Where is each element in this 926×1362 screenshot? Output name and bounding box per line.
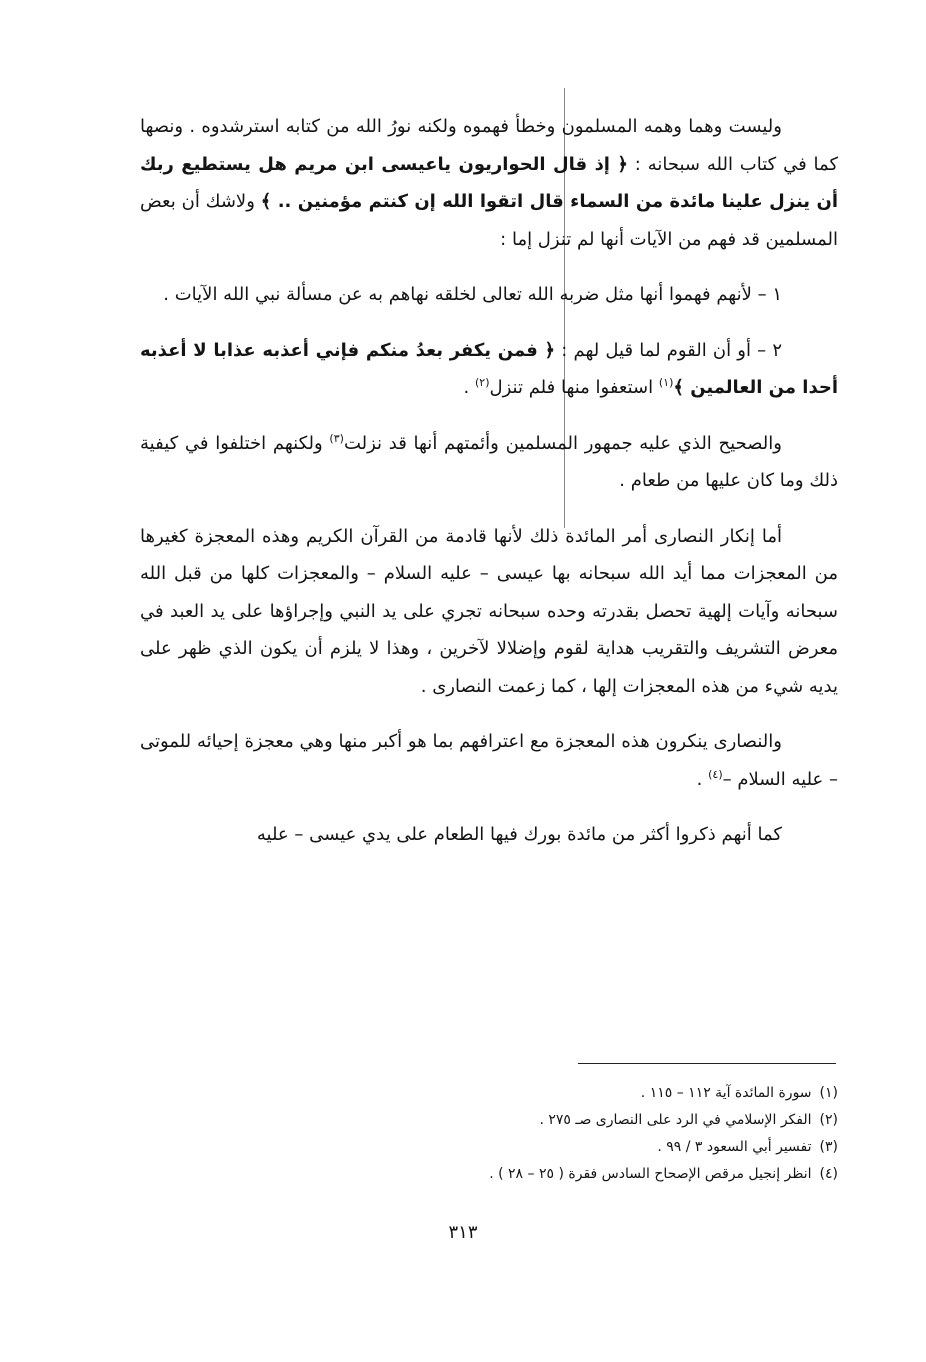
footnote-item [300, 1134, 838, 1161]
paragraph-2 [140, 276, 838, 314]
paragraph-4-text-end: ولكنهم اختلفوا في كيفية ذلك وما كان عليها من طعام . [140, 432, 838, 491]
footnote-number: (٢) [819, 1112, 838, 1128]
paragraph-7 [140, 816, 838, 854]
paragraph-6-text: والنصارى ينكرون هذه المعجزة مع اعترافهم بما هو أكبر منها وهي معجزة إحيائه للموتى – عليه السلام – [140, 731, 838, 790]
footnote-item [300, 1161, 838, 1188]
paragraph-7-text: كما أنهم ذكروا أكثر من مائدة بورك فيها الطعام على يدي عيسى – عليه [256, 824, 782, 845]
footnote-item [300, 1080, 838, 1107]
paragraph-6 [140, 723, 838, 798]
paragraph-2-text: ١ – لأنهم فهموا أنها مثل ضربه الله تعالى لخلقه نهاهم به عن مسألة نبي الله الآيات . [163, 284, 782, 305]
paragraph-1-text: وليست وهما وهمه المسلمون وخطأ فهموه ولكنه نورُ الله من كتابه استرشدوه . ونصها كما في كتاب الله سبحانه : [140, 116, 839, 175]
main-text [140, 108, 838, 872]
paragraph-1 [140, 108, 838, 258]
footnote-ref-4: (٤) [708, 767, 723, 781]
footnote-number: (٤) [819, 1166, 838, 1182]
paragraph-1-text-end: ولاشك أن بعض المسلمين قد فهم من الآيات أنها لم تنزل إما : [140, 191, 838, 250]
footnote-text: الفكر الإسلامي في الرد على النصارى صـ ٢٧٥ . [539, 1112, 812, 1128]
paragraph-3 [140, 332, 838, 407]
footnote-ref-2: (٢) [475, 376, 490, 389]
quran-verse-2: ﴿ فمن يكفر بعدُ منكم فإني أعذبه عذابا لا أعذبه أحدا من العالمين ﴾ [140, 339, 838, 398]
page-number: ٣١٣ [448, 1222, 478, 1243]
footnote-separator [578, 1063, 836, 1064]
paragraph-4-text: والصحيح الذي عليه جمهور المسلمين وأئمتهم أنها قد نزلت [343, 432, 782, 454]
footnotes [300, 1080, 838, 1188]
paragraph-4 [140, 425, 838, 500]
paragraph-3-text-mid: استعفوا منها فلم تنزل [489, 377, 659, 398]
paragraph-5 [140, 518, 838, 706]
paragraph-5-text: أما إنكار النصارى أمر المائدة ذلك لأنها قادمة من القرآن الكريم وهذه المعجزة كغيرها من المعجزات مما أيد الله سبحانه بها عيسى – عليه السلام – والمعجزات كلها من قبل الله سبحانه وآيات إلهية تحصل بقدرته وحده سبحانه تجري على يد النبي وإجراؤها على يد العبد في معرض التشريف والتقريب هداية لقوم وإضلالا لآخرين ، وهذا لا يلزم أن يكون الذي ظهر على يديه شيء من هذه المعجزات إلها ، كما زعمت النصارى . [140, 525, 838, 697]
footnote-number: (١) [819, 1085, 838, 1101]
footnote-text: سورة المائدة آية ١١٢ – ١١٥ . [640, 1085, 812, 1101]
quran-verse-1: ﴿ إذ قال الحواريون ياعيسى ابن مريم هل يستطيع ربك أن ينزل علينا مائدة من السماء قال اتقوا الله إن كنتم مؤمنين .. ﴾ [140, 153, 838, 212]
paragraph-3-text: ٢ – أو أن القوم لما قيل لهم : [555, 339, 782, 361]
footnote-item [300, 1107, 838, 1134]
paragraph-3-text-end: . [463, 377, 475, 398]
paragraph-6-text-end: . [696, 768, 709, 790]
footnote-text: انظر إنجيل مرقص الإصحاح السادس فقرة ( ٢٥ – ٢٨ ) . [489, 1166, 812, 1182]
footnote-ref-1: (١) [658, 376, 674, 389]
footnote-ref-3: (٣) [329, 431, 344, 445]
footnote-text: تفسير أبي السعود ٣ / ٩٩ . [657, 1139, 812, 1155]
footnote-number: (٣) [819, 1139, 838, 1155]
